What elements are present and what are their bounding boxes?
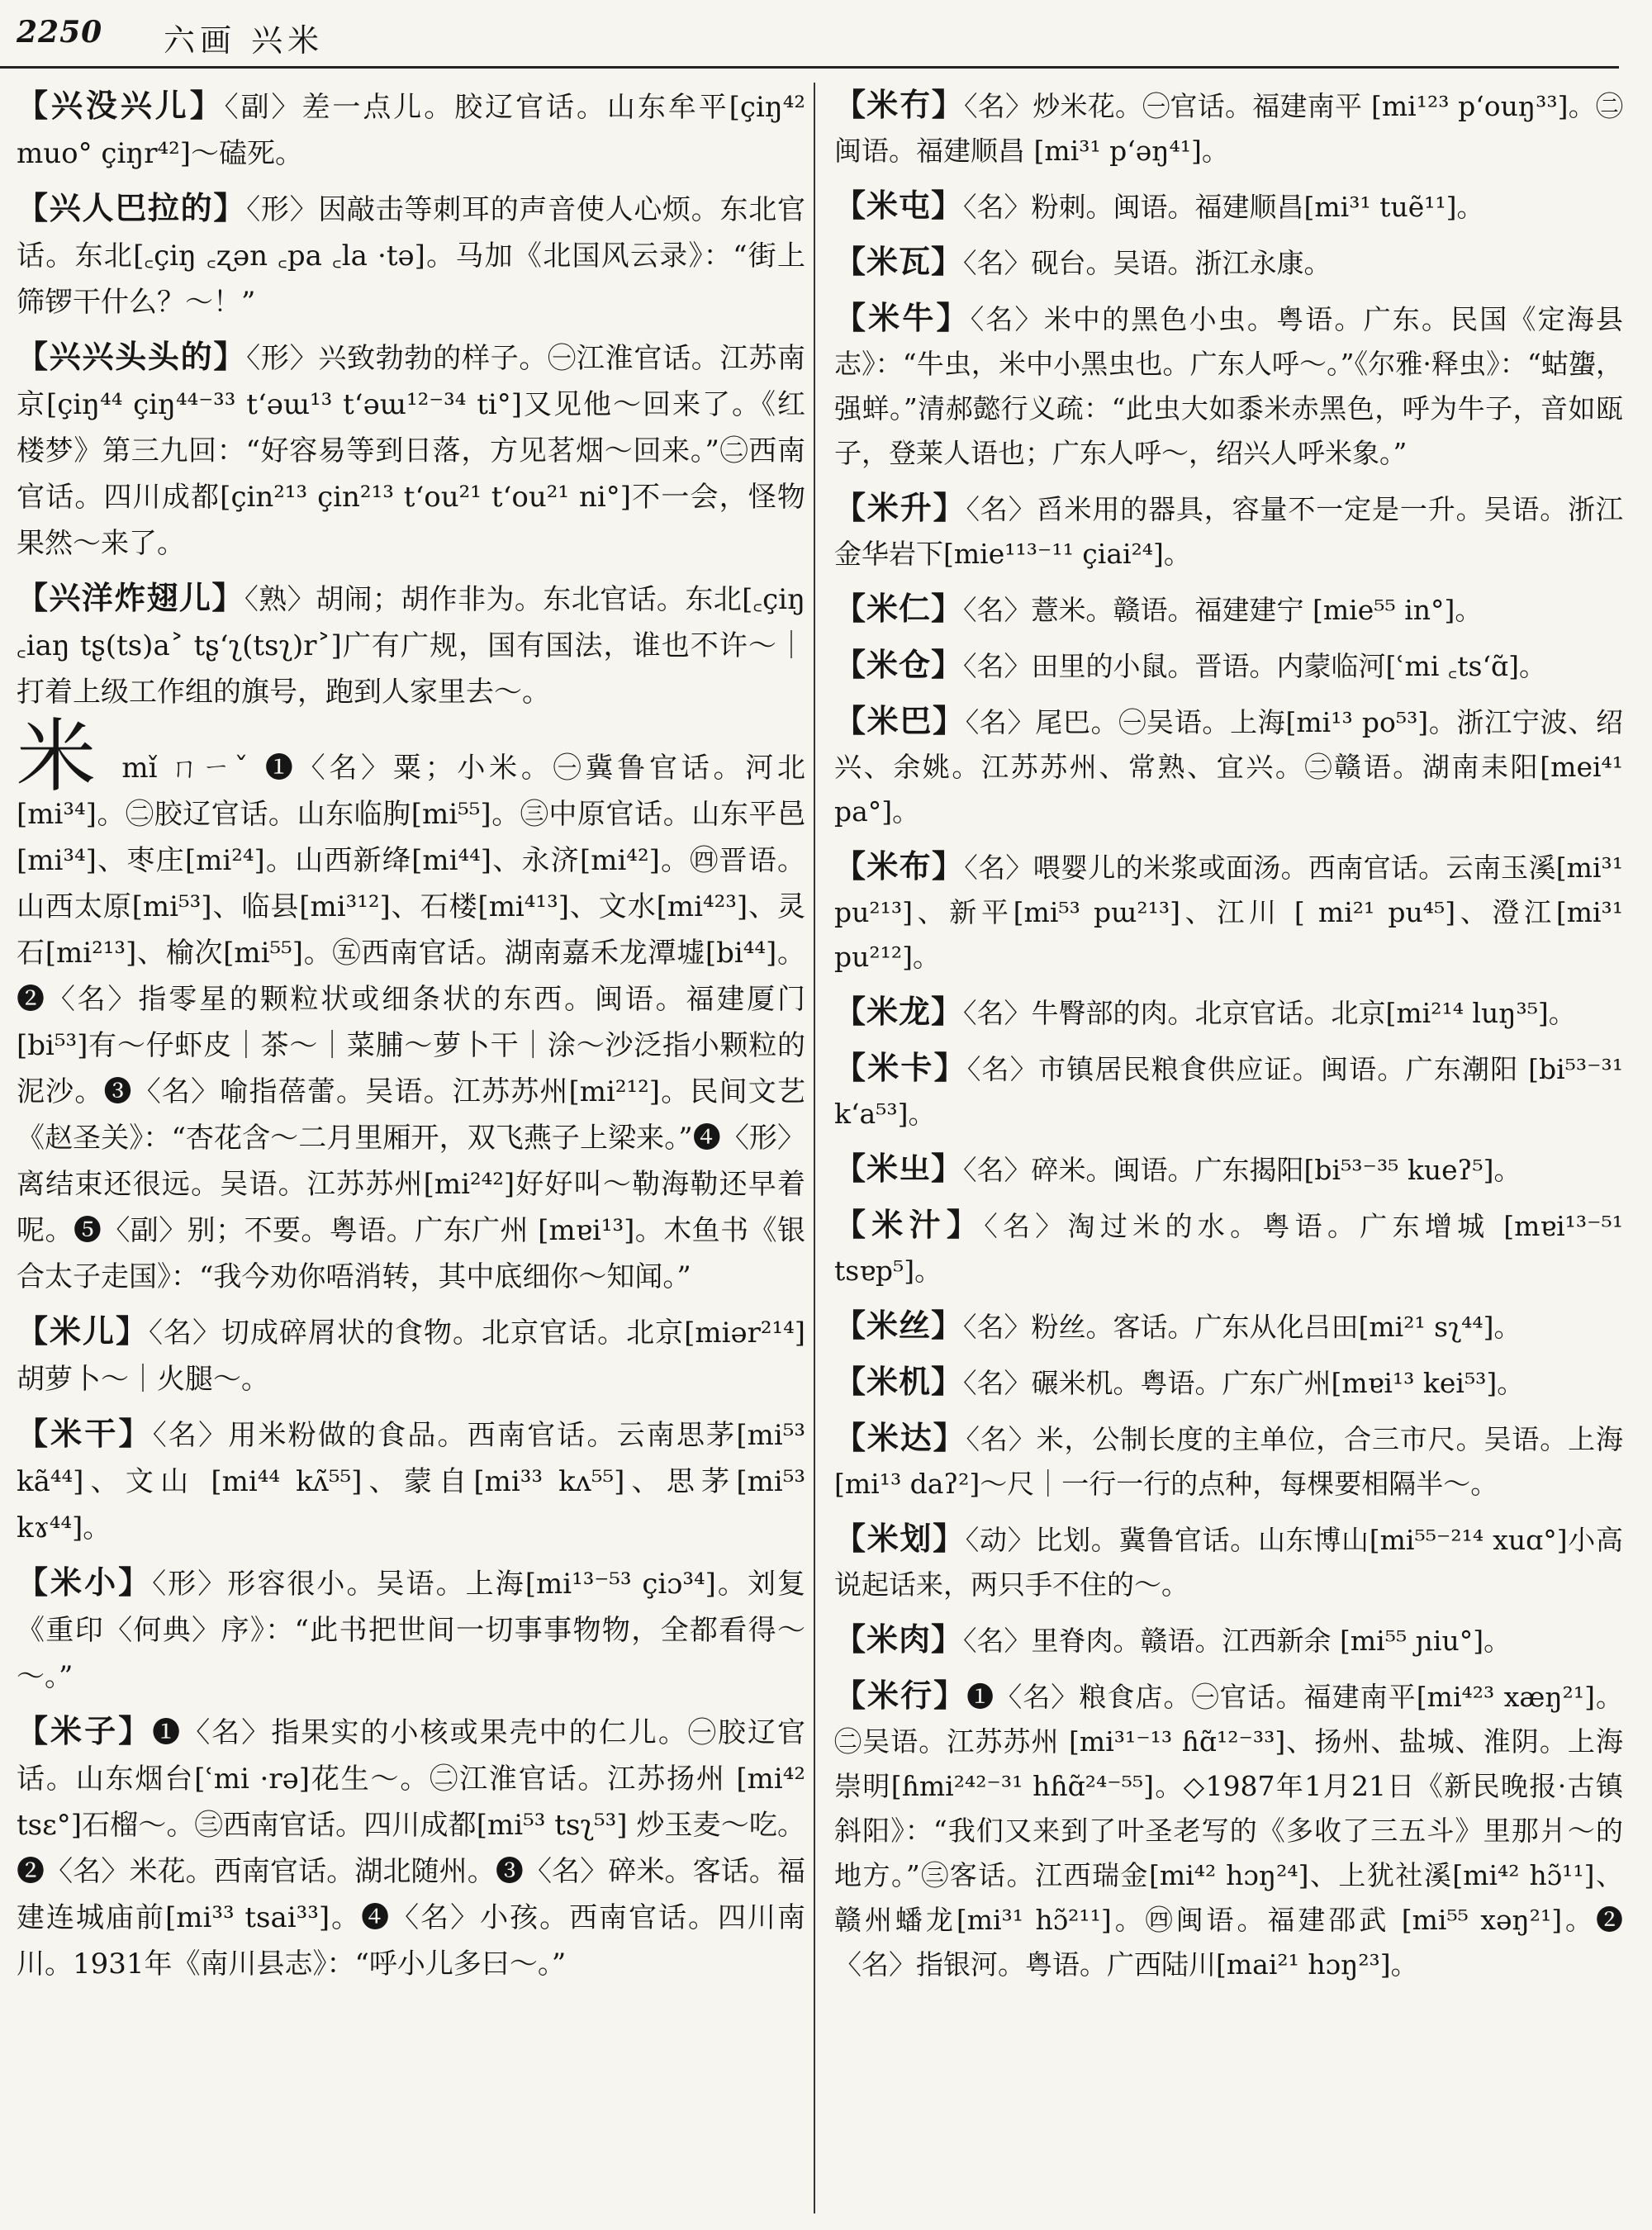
dictionary-entry [834, 1416, 1623, 1506]
left-column [17, 83, 805, 2213]
dictionary-entry [834, 1303, 1623, 1350]
dictionary-entry [834, 643, 1623, 689]
right-column [834, 83, 1623, 2213]
entry-definition: 〈形〉形容很小。吴语。上海[mi¹³⁻⁵³ çiɔ³⁴]。刘复《重印〈何典〉序》：“此书把世间一切事事物物，全都看得～～。” [17, 1568, 805, 1693]
entry-definition: 〈名〉薏米。赣语。福建建宁 [mie⁵⁵ in°]。 [963, 594, 1483, 626]
entry-headword: 【兴人巴拉的】 [17, 189, 247, 226]
running-head: 六画 兴米 [164, 22, 325, 59]
entry-definition: 〈名〉尾巴。㊀吴语。上海[mi¹³ po⁵³]。浙江宁波、绍兴、余姚。江苏苏州、常熟、宜兴。㊁赣语。湖南耒阳[mei⁴¹ pa°]。 [834, 706, 1623, 828]
dictionary-entry [17, 1559, 805, 1700]
entry-headword: 【米行】 [834, 1677, 967, 1714]
entry-headword: 【米儿】 [17, 1312, 150, 1350]
entry-definition: 〈名〉牛臀部的肉。北京官话。北京[mi²¹⁴ luŋ³⁵]。 [963, 997, 1576, 1029]
entry-headword: 【米瓦】 [834, 243, 964, 280]
entry-headword: 【米升】 [834, 489, 966, 526]
entry-definition: mǐ ㄇㄧˇ ❶〈名〉粟；小米。㊀冀鲁官话。河北[mi³⁴]。㊁胶辽官话。山东临朐[mi⁵⁵]。㊂中原官话。山东平邑[mi³⁴]、枣庄[mi²⁴]。山西新绛[mi⁴⁴]、永济[mi⁴²]。㊃晋语。山西太原[mi⁵³]、临县[mi³¹²]、石楼[mi⁴¹³]、文水[mi⁴²³]、灵石[mi²¹³]、榆次[mi⁵⁵]。㊄西南官话。湖南嘉禾龙潭墟[bi⁴⁴]。❷〈名〉指零星的颗粒状或细条状的东西。闽语。福建厦门[bi⁵³]有～仔虾皮｜茶～｜菜脯～萝卜干｜涂～沙泛指小颗粒的泥沙。❸〈名〉喻指蓓蕾。吴语。江苏苏州[mi²¹²]。民间文艺《赵圣关》：“杏花含～二月里厢开，双飞燕子上梁来。”❹〈形〉离结束还很远。吴语。江苏苏州[mi²⁴²]好好叫～勒海勒还早着呢。❺〈副〉别；不要。粤语。广东广州 [mɐi¹³]。木鱼书《银合太子走国》：“我今劝你唔消转，其中底细你～知闻。” [17, 752, 805, 1293]
dictionary-entry [17, 710, 805, 1300]
entry-headword: 【米龙】 [834, 993, 964, 1030]
page-header [0, 0, 1619, 69]
entry-headword: 【米仁】 [834, 590, 964, 627]
entry-definition: 〈名〉碾米机。粤语。广东广州[mɐi¹³ kei⁵³]。 [963, 1367, 1525, 1399]
dictionary-entry [17, 575, 805, 715]
dictionary-entry [17, 185, 805, 325]
entry-definition: 〈形〉因敲击等刺耳的声音使人心烦。东北官话。东北[꜀çiŋ ꜀ʐən ꜀pa ꜀la ·tə]。马加《北国风云录》：“街上筛锣干什么？～！” [17, 193, 805, 319]
entry-headword: 【米布】 [834, 847, 965, 885]
entry-definition: 〈名〉里脊肉。赣语。江西新余 [mi⁵⁵ ɲiu°]。 [963, 1625, 1512, 1657]
entry-headword: 【米小】 [17, 1563, 153, 1601]
entry-definition: 〈名〉切成碎屑状的食物。北京官话。北京[miər²¹⁴]胡萝卜～｜火腿～。 [17, 1317, 805, 1396]
entry-headword: 【米机】 [834, 1363, 964, 1400]
entry-definition: 〈名〉喂婴儿的米浆或面汤。西南官话。云南玉溪[mi³¹ pu²¹³]、新平[mi⁵³ pɯ²¹³]、江川 [ mi²¹ pu⁴⁵]、澄江[mi³¹ pu²¹²]。 [834, 852, 1623, 973]
entry-headword: 【米牛】 [834, 299, 971, 336]
dictionary-entry [834, 1516, 1623, 1607]
entry-headword: 【米丝】 [834, 1307, 964, 1344]
entry-definition: 〈熟〉胡闹；胡作非为。东北官话。东北[꜀çiŋ ꜀iaŋ tʂ(ts)a˃ tʂ‘ʅ(tsʅ)r˃]广有广规，国有国法，谁也不许～｜打着上级工作组的旗号，跑到人家里去～。 [17, 583, 805, 709]
entry-definition: 〈名〉米，公制长度的主单位，合三市尺。吴语。上海 [mi¹³ daʔ²]～尺｜一行一行的点种，每棵要相隔半～。 [834, 1423, 1623, 1500]
entry-headword: 【米卡】 [834, 1049, 967, 1086]
dictionary-entry [834, 1617, 1623, 1663]
entry-headword: 【兴洋炸翅儿】 [17, 579, 244, 616]
dictionary-entry [834, 486, 1623, 576]
entry-definition: 〈名〉米中的黑色小虫。粤语。广东。民国《定海县志》：“牛虫，米中小黑虫也。广东人呼～。”《尔雅·释虫》：“蛄䗐，强蛘。”清郝懿行义疏：“此虫大如黍米赤黑色，呼为牛子，音如瓯子，登莱人语也；广东人呼～，绍兴人呼米象。” [834, 303, 1623, 469]
dictionary-entry [834, 83, 1623, 173]
entry-definition: 〈名〉淘过米的水。粤语。广东增城 [mɐi¹³⁻⁵¹ tsɐp⁵]。 [834, 1210, 1623, 1287]
entry-definition: ❶〈名〉指果实的小核或果壳中的仁儿。㊀胶辽官话。山东烟台[ʿmi ·rə]花生～。㊁江淮官话。江苏扬州 [mi⁴² tsɛ°]石榴～。㊂西南官话。四川成都[mi⁵³ tsʅ⁵³] 炒玉麦～吃。❷〈名〉米花。西南官话。湖北随州。❸〈名〉碎米。客话。福建连城庙前[mi³³ tsai³³]。❹〈名〉小孩。西南官话。四川南川。1931年《南川县志》：“呼小儿多曰～。” [17, 1716, 805, 1981]
dictionary-entry [834, 1203, 1623, 1293]
entry-definition: 〈名〉用米粉做的食品。西南官话。云南思茅[mi⁵³ kã⁴⁴]、文山 [mi⁴⁴ kʌ̃⁵⁵]、蒙自[mi³³ kʌ⁵⁵]、思茅[mi⁵³ kɤ⁴⁴]。 [17, 1419, 805, 1544]
entry-definition: 〈名〉田里的小鼠。晋语。内蒙临河[ʿmi ꜀ts‘ɑ̃]。 [963, 650, 1546, 682]
entry-headword: 【兴没兴儿】 [17, 87, 225, 124]
entry-headword: 【米屯】 [834, 187, 964, 224]
entry-headword: 【米达】 [834, 1419, 966, 1456]
dictionary-entry [834, 1359, 1623, 1406]
entry-definition: 〈名〉舀米用的器具，容量不一定是一升。吴语。浙江金华岩下[mie¹¹³⁻¹¹ çiai²⁴]。 [834, 493, 1623, 570]
entry-definition: 〈名〉粉刺。闽语。福建顺昌[mi³¹ tuẽ¹¹]。 [963, 191, 1484, 223]
dictionary-entry [834, 844, 1623, 980]
entry-headword: 【米冇】 [834, 86, 965, 123]
dictionary-entry [834, 240, 1623, 286]
page-number: 2250 [17, 15, 103, 50]
entry-headword: 【米仓】 [834, 646, 964, 683]
dictionary-entry [834, 296, 1623, 476]
entry-headword: 【米巴】 [834, 702, 966, 739]
entry-definition: 〈名〉市镇居民粮食供应证。闽语。广东潮阳 [bi⁵³⁻³¹ k‘a⁵³]。 [834, 1053, 1623, 1130]
entry-headword: 【米汁】 [834, 1206, 985, 1243]
entry-definition: 〈形〉兴致勃勃的样子。㊀江淮官话。江苏南京[çiŋ⁴⁴ çiŋ⁴⁴⁻³³ t‘əɯ¹³ t‘əɯ¹²⁻³⁴ ti°]又见他～回来了。《红楼梦》第三九回：“好容易等到日落，方见茗烟～回来。”㊁西南官话。四川成都[çin²¹³ çin²¹³ t‘ou²¹ t‘ou²¹ ni°]不一会，怪物果然～来了。 [17, 342, 805, 560]
entry-definition: 〈动〉比划。冀鲁官话。山东博山[mi⁵⁵⁻²¹⁴ xuɑ°]小高说起话来，两只手不住的～。 [834, 1524, 1623, 1601]
dictionary-entry [834, 989, 1623, 1036]
dictionary-entry [17, 1308, 805, 1402]
entry-headword: 【米子】 [17, 1712, 153, 1749]
entry-headword: 【米㞢】 [834, 1150, 964, 1187]
entry-headword: 【兴兴头头的】 [17, 338, 247, 375]
dictionary-entry [17, 334, 805, 567]
dictionary-entry [17, 1411, 805, 1551]
entry-definition: ❶〈名〉粮食店。㊀官话。福建南平[mi⁴²³ xæŋ²¹]。㊁吴语。江苏苏州 [mi³¹⁻¹³ ɦɑ̃¹²⁻³³]、扬州、盐城、淮阴。上海崇明[ɦmi²⁴²⁻³¹ hɦɑ̃²⁴⁻⁵⁵]。◇1987年1月21日《新民晚报·古镇斜阳》：“我们又来到了叶圣老写的《多收了三五斗》里那爿～的地方。”㊂客话。江西瑞金[mi⁴² hɔŋ²⁴]、上犹社溪[mi⁴² hɔ̃¹¹]、赣州蟠龙[mi³¹ hɔ̃²¹¹]。㊃闽语。福建邵武 [mi⁵⁵ xəŋ²¹]。❷〈名〉指银河。粤语。广西陆川[mai²¹ hɔŋ²³]。 [834, 1681, 1623, 1981]
entry-definition: 〈名〉碎米。闽语。广东揭阳[bi⁵³⁻³⁵ kueʔ⁵]。 [963, 1154, 1521, 1186]
entry-headword: 【米肉】 [834, 1620, 964, 1658]
dictionary-entry [834, 586, 1623, 633]
dictionary-entry [834, 1673, 1623, 1987]
dictionary-entry [834, 699, 1623, 834]
dictionary-entry [17, 1708, 805, 1987]
entry-definition: 〈副〉差一点儿。胶辽官话。山东牟平[çiŋ⁴² muo° çiŋr⁴²]～磕死。 [17, 91, 805, 170]
dictionary-entry [834, 1046, 1623, 1136]
head-character: 米 [17, 710, 101, 803]
entry-definition: 〈名〉炒米花。㊀官话。福建南平 [mi¹²³ p‘ouŋ³³]。㊁闽语。福建顺昌 [mi³¹ p‘əŋ⁴¹]。 [834, 90, 1623, 167]
dictionary-entry [17, 83, 805, 177]
entry-definition: 〈名〉粉丝。客话。广东从化吕田[mi²¹ sʅ⁴⁴]。 [963, 1311, 1521, 1343]
entry-headword: 【米干】 [17, 1415, 153, 1452]
entry-headword: 【米划】 [834, 1520, 966, 1557]
column-divider [814, 83, 815, 2213]
entry-definition: 〈名〉砚台。吴语。浙江永康。 [963, 247, 1332, 279]
dictionary-entry [834, 1146, 1623, 1193]
dictionary-entry [834, 183, 1623, 230]
